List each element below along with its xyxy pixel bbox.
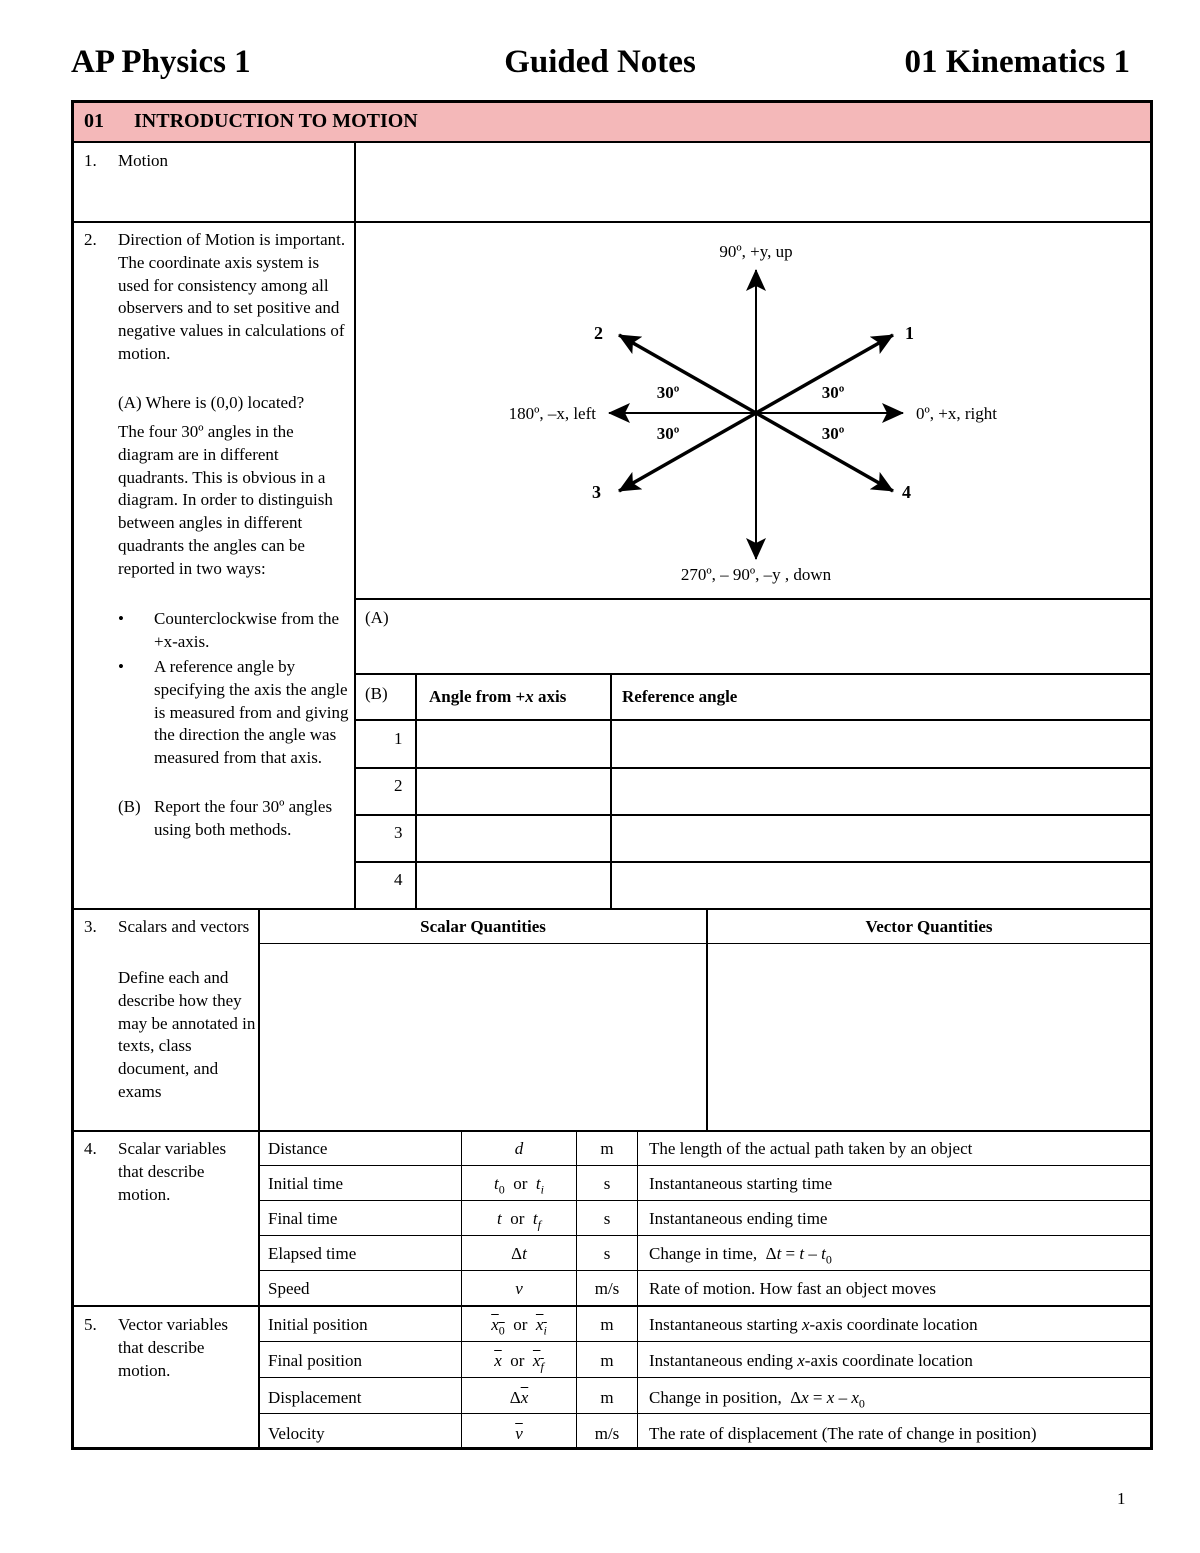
var-desc: Change in position, $\Delta x = x - x_0$	[649, 1388, 865, 1411]
var-desc: Rate of motion. How fast an object moves	[649, 1279, 937, 1298]
answer-b-label: (B)	[365, 684, 388, 703]
q3-label: Scalars and vectors	[118, 917, 250, 936]
var-unit: m/s	[594, 1424, 620, 1443]
var-desc: Change in time, $\Delta t = t - t_0$	[649, 1244, 832, 1267]
var-desc: The length of the actual path taken by an object	[649, 1139, 973, 1158]
var-name: Final position	[268, 1351, 362, 1370]
var-desc: Instantaneous starting time	[649, 1174, 833, 1193]
q4-number: 4.	[84, 1139, 97, 1158]
var-symbol: v	[515, 1279, 523, 1298]
q2-angles-text: The four 30º angles in the diagram are in different quadrants. This is obvious in a diagram. In order to distinguish between angles in different quadrants the angles can be reported in two ways:	[118, 422, 333, 578]
q2-part-a: (A) Where is (0,0) located?	[118, 393, 305, 412]
var-symbol: $x_0$ or $x_i$	[491, 1315, 547, 1338]
var-symbol: $t_0$ or $t_i$	[494, 1174, 544, 1197]
vector-label-3: 3	[592, 482, 601, 502]
angle-label-q1-upper: 30º	[821, 383, 845, 402]
unit-title: 01 Kinematics 1	[904, 44, 1130, 80]
var-unit: m	[600, 1139, 614, 1158]
angle-label-q3-lower: 30º	[656, 424, 680, 443]
var-symbol: Δt	[511, 1244, 527, 1263]
col-vector-quantities: Vector Quantities	[865, 917, 993, 936]
var-name: Elapsed time	[268, 1244, 357, 1263]
angle-row-1: 1	[394, 729, 403, 748]
var-name: Initial time	[268, 1174, 344, 1193]
q4-label: Scalar variables that describe motion.	[118, 1139, 227, 1204]
vector-label-1: 1	[905, 323, 914, 343]
var-name: Velocity	[268, 1424, 325, 1443]
notes-table	[71, 100, 1153, 1450]
answer-a-label: (A)	[365, 608, 389, 627]
angle-label-q4-lower: 30º	[821, 424, 845, 443]
var-unit: m/s	[594, 1279, 620, 1298]
angle-row-3: 3	[394, 823, 403, 842]
q2-bullet-1: Counterclockwise from the +x-axis.	[154, 609, 340, 651]
var-desc: Instantaneous ending time	[649, 1209, 828, 1228]
section-title: INTRODUCTION TO MOTION	[134, 110, 418, 132]
q2-number: 2.	[84, 230, 97, 249]
var-name: Displacement	[268, 1388, 362, 1407]
q1-number: 1.	[84, 151, 97, 170]
bullet-icon: •	[118, 609, 124, 628]
vector-label-2: 2	[594, 323, 603, 343]
q2-part-b-text: Report the four 30º angles using both methods.	[154, 797, 333, 839]
q1-label: Motion	[118, 151, 169, 170]
q3-desc: Define each and describe how they may be annotated in texts, class document, and exams	[118, 968, 256, 1101]
q2-bullet-2: A reference angle by specifying the axis the angle is measured from and giving the direction the angle was measured from that axis.	[154, 657, 349, 768]
label-left: 180º, –x, left	[508, 404, 596, 423]
var-unit: m	[600, 1351, 614, 1370]
var-unit: m	[600, 1315, 614, 1334]
document-title: Guided Notes	[504, 44, 696, 80]
var-unit: m	[600, 1388, 614, 1407]
var-unit: s	[603, 1244, 611, 1263]
label-up: 90º, +y, up	[719, 242, 793, 261]
col-scalar-quantities: Scalar Quantities	[420, 917, 546, 936]
var-name: Initial position	[268, 1315, 368, 1334]
var-symbol: d	[514, 1139, 524, 1158]
var-symbol: $\overline{v}$	[515, 1424, 523, 1443]
q2-intro: Direction of Motion is important. The coordinate axis system is used for consistency among all observers and to set positive and negative values in calculations of motion.	[118, 230, 346, 363]
angle-row-2: 2	[394, 776, 403, 795]
q5-number: 5.	[84, 1315, 97, 1334]
var-desc: The rate of displacement (The rate of change in position)	[649, 1424, 1037, 1443]
angle-row-4: 4	[394, 870, 403, 889]
label-down: 270º, – 90º, –y , down	[680, 565, 832, 584]
q5-label: Vector variables that describe motion.	[118, 1315, 228, 1380]
q2-part-b-label: (B)	[118, 797, 141, 816]
var-symbol: $\overline{x}$ or $x_f$	[494, 1351, 544, 1374]
var-unit: s	[603, 1174, 611, 1193]
vector-2	[619, 335, 756, 413]
label-right: 0º, +x, right	[916, 404, 997, 423]
coordinate-diagram	[356, 223, 1150, 598]
var-name: Speed	[268, 1279, 310, 1298]
var-name: Distance	[268, 1139, 328, 1158]
vector-label-4: 4	[902, 482, 911, 502]
bullet-icon: •	[118, 657, 124, 676]
var-desc: Instantaneous starting x-axis coordinate location	[649, 1315, 978, 1334]
var-desc: Instantaneous ending x-axis coordinate location	[649, 1351, 973, 1370]
col-reference-angle: Reference angle	[622, 687, 738, 706]
course-title: AP Physics 1	[71, 44, 251, 80]
col-angle-from-x: Angle from +x axis	[429, 687, 567, 706]
angle-label-q2-upper: 30º	[656, 383, 680, 402]
vector-3	[619, 413, 756, 491]
page-number: 1	[1117, 1489, 1126, 1508]
var-symbol: $\Delta\overline{x}$	[509, 1388, 529, 1407]
q3-number: 3.	[84, 917, 97, 936]
var-symbol: t or $t_f$	[497, 1209, 541, 1232]
var-name: Final time	[268, 1209, 338, 1228]
section-number: 01	[84, 110, 104, 132]
var-unit: s	[603, 1209, 611, 1228]
